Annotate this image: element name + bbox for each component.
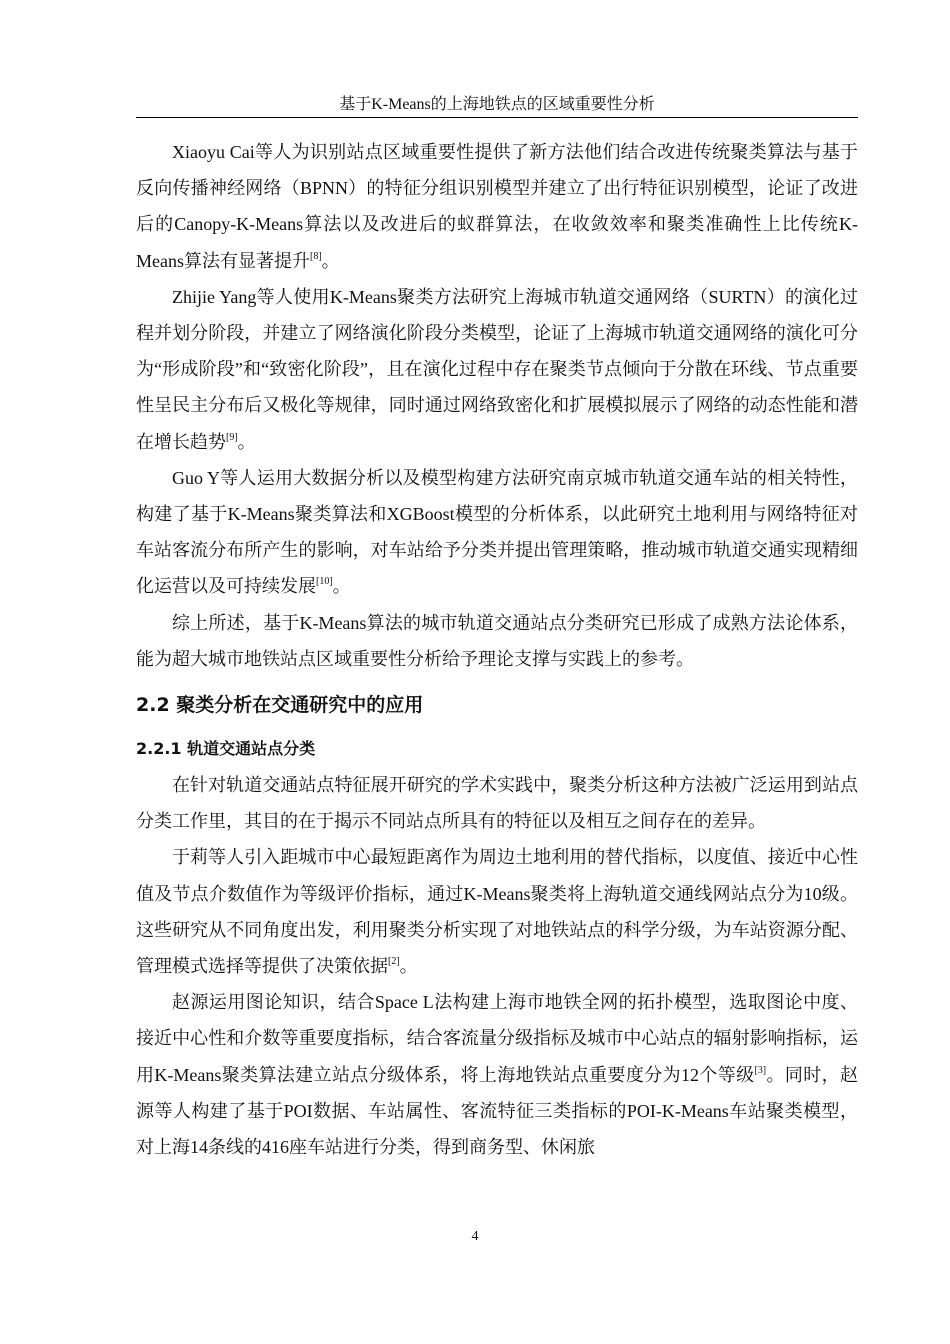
citation-ref: [3] — [754, 1064, 767, 1076]
paragraph-guo-y — [136, 460, 858, 605]
paragraph-cluster-practice: 在针对轨道交通站点特征展开研究的学术实践中，聚类分析这种方法被广泛运用到站点分类工作里，其目的在于揭示不同站点所具有的特征以及相互之间存在的差异。 — [136, 775, 858, 832]
paragraph-text: 赵源运用图论知识，结合Space L法构建上海市地铁全网的拓扑模型，选取图论中度、接近中心性和介数等重要度指标，结合客流量分级指标及城市中心站点的辐射影响指标，运用K-Means聚类算法建立站点分级体系，将上海地铁站点重要度分为12个等级 — [136, 992, 858, 1085]
running-header: 基于K-Means的上海地铁点的区域重要性分析 — [136, 94, 858, 118]
paragraph-end: 。 — [321, 250, 340, 271]
paragraph-text: Guo Y等人运用大数据分析以及模型构建方法研究南京城市轨道交通车站的相关特性，构建了基于K-Means聚类算法和XGBoost模型的分析体系，以此研究土地利用与网络特征对车站客流分布所产生的影响，对车站给予分类并提出管理策略，推动城市轨道交通实现精细化运营以及可持续发展 — [136, 467, 858, 597]
paragraph-zhijie-yang — [136, 279, 858, 460]
paragraph-end: 。 — [332, 576, 351, 597]
paragraph-end: 。 — [399, 956, 418, 977]
paragraph-end: 。 — [237, 431, 256, 452]
paragraph-text: Xiaoyu Cai等人为识别站点区域重要性提供了新方法他们结合改进传统聚类算法与基于反向传播神经网络（BPNN）的特征分组识别模型并建立了出行特征识别模型，论证了改进后的Canopy-K-Means算法以及改进后的蚁群算法，在收敛效率和聚类准确性上比传统K-Means算法有显著提升 — [136, 142, 858, 271]
page-body — [136, 134, 858, 1165]
paragraph-summary: 综上所述，基于K-Means算法的城市轨道交通站点分类研究已形成了成熟方法论体系，能为超大城市地铁站点区域重要性分析给予理论支撑与实践上的参考。 — [136, 612, 858, 669]
paragraph-text: 于莉等人引入距城市中心最短距离作为周边土地利用的替代指标，以度值、接近中心性值及节点介数值作为等级评价指标，通过K-Means聚类将上海轨道交通线网站点分为10级。这些研究从不同角度出发，利用聚类分析实现了对地铁站点的科学分级，为车站资源分配、管理模式选择等提供了决策依据 — [136, 847, 858, 977]
citation-ref: [8] — [310, 250, 322, 262]
citation-ref: [9] — [226, 431, 238, 443]
section-heading-2-2-1: 2.2.1 轨道交通站点分类 — [136, 739, 316, 759]
citation-ref: [2] — [388, 956, 400, 968]
paragraph-text: Zhijie Yang等人使用K-Means聚类方法研究上海城市轨道交通网络（SURTN）的演化过程并划分阶段，并建立了网络演化阶段分类模型，论证了上海城市轨道交通网络的演化可分为“形成阶段”和“致密化阶段”，且在演化过程中存在聚类节点倾向于分散在环线、节点重要性呈民主分布后又极化等规律，同时通过网络致密化和扩展模拟展示了网络的动态性能和潜在增长趋势 — [136, 286, 858, 452]
page-number: 4 — [471, 1229, 479, 1244]
paragraph-zhao-yuan — [136, 984, 858, 1165]
paragraph-text-continued: 。同时，赵源等人构建了基于POI数据、车站属性、客流特征三类指标的POI-K-Means车站聚类模型，对上海14条线的416座车站进行分类，得到商务型、休闲旅 — [136, 1064, 858, 1158]
paragraph-xiaoyu-cai — [136, 134, 858, 279]
citation-ref: [10] — [316, 576, 333, 588]
section-heading-2-2: 2.2 聚类分析在交通研究中的应用 — [136, 694, 424, 717]
paragraph-yu-li — [136, 839, 858, 984]
